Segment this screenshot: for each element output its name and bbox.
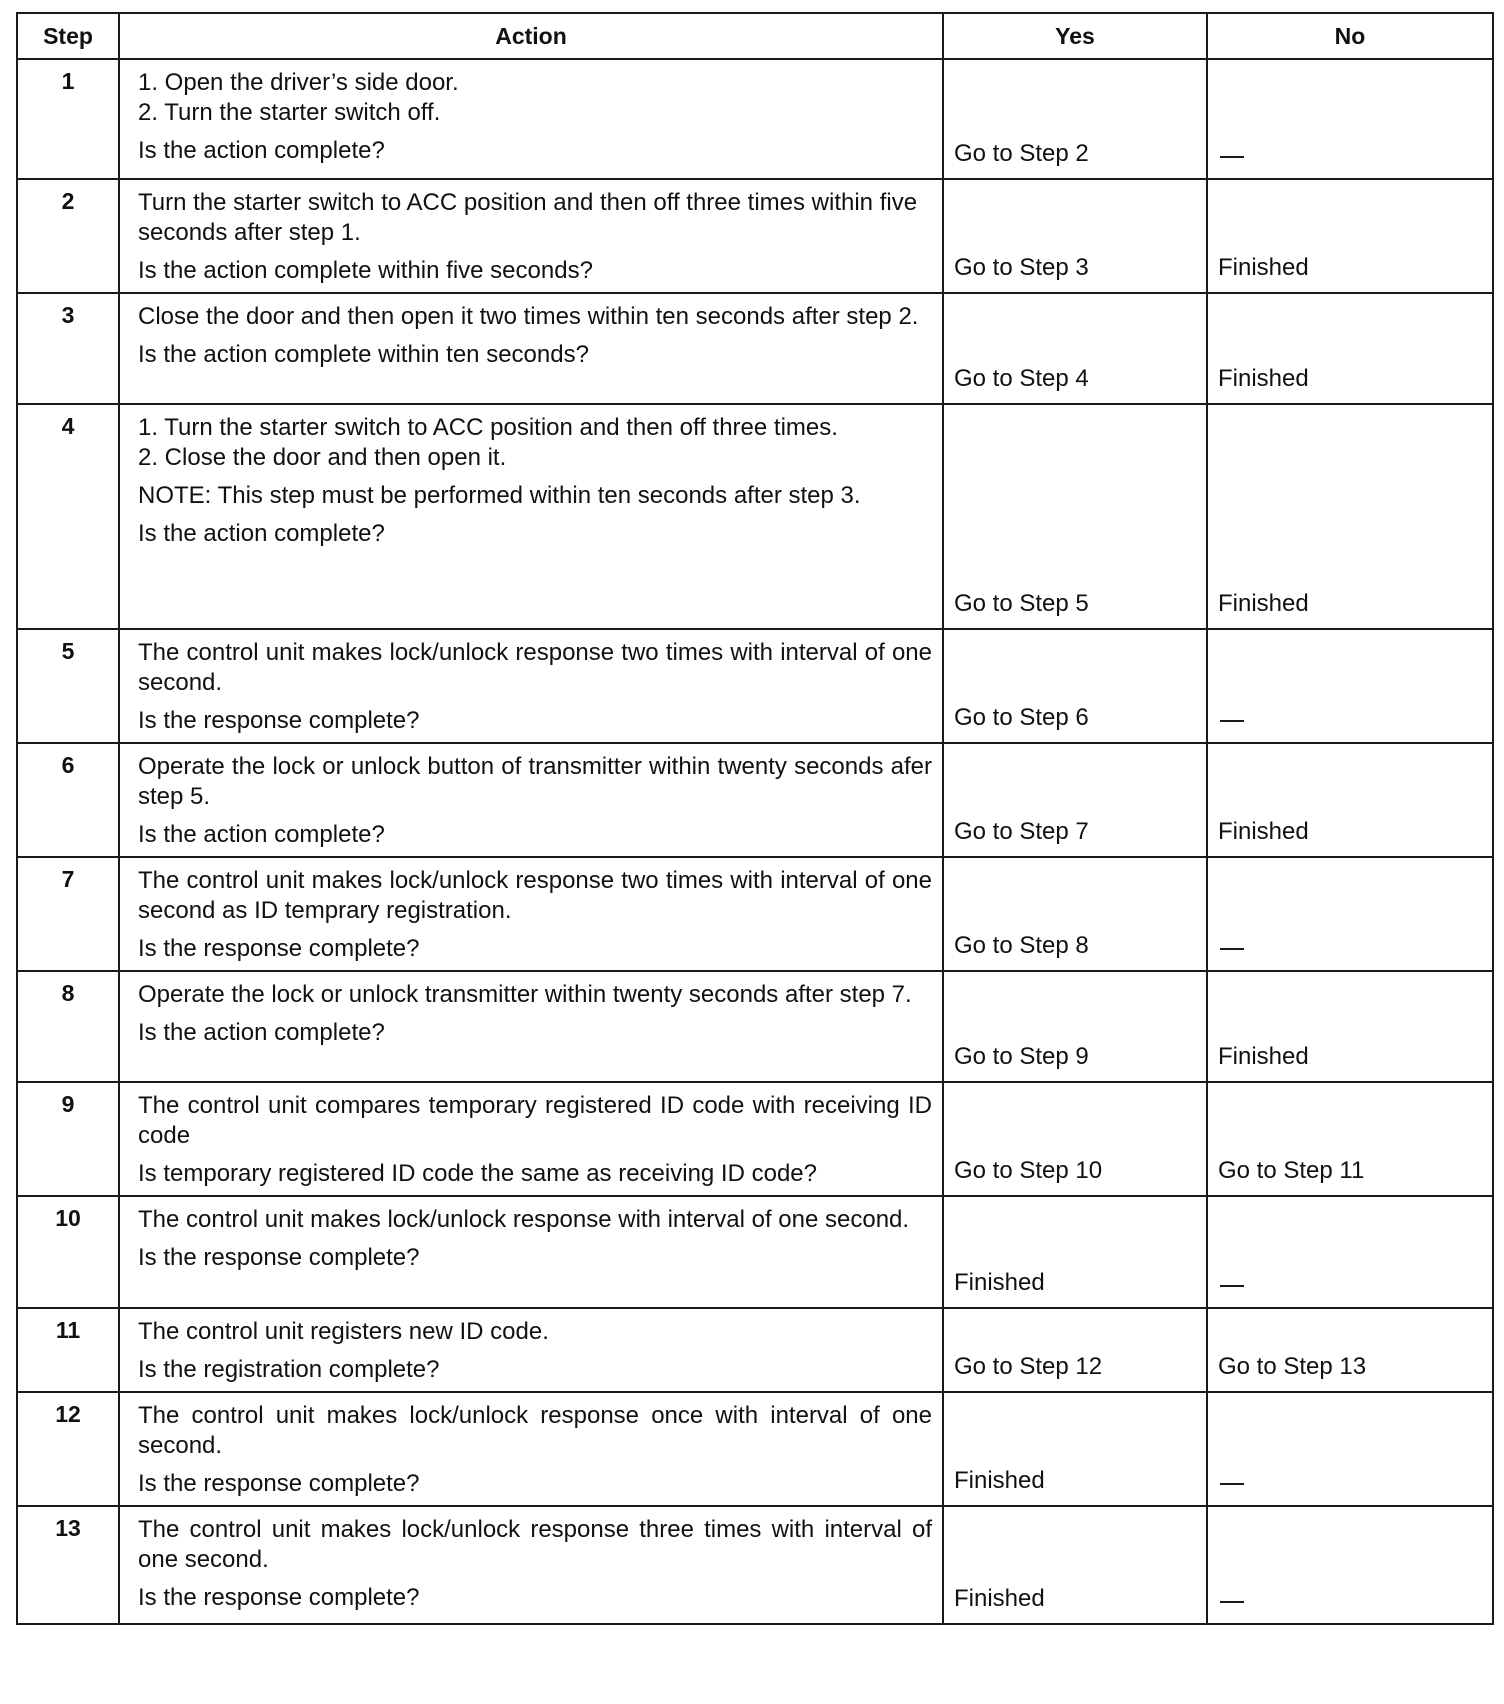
action-cell xyxy=(119,1392,943,1506)
action-line: Turn the starter switch to ACC position and then off three times within five seconds after step 1. xyxy=(138,189,918,246)
no-cell xyxy=(1207,1506,1493,1624)
step-number: 7 xyxy=(17,857,119,971)
step-number: 12 xyxy=(17,1392,119,1506)
action-line: The control unit makes lock/unlock response with interval of one second. xyxy=(138,1206,910,1233)
action-question: Is the response complete? xyxy=(138,935,420,962)
yes-cell xyxy=(943,1196,1207,1308)
step-number: 8 xyxy=(17,971,119,1082)
step-number: 13 xyxy=(17,1506,119,1624)
action-question: Is the response complete? xyxy=(138,1244,420,1271)
action-question: Is temporary registered ID code the same as receiving ID code? xyxy=(138,1160,817,1187)
yes-cell xyxy=(943,971,1207,1082)
action-line: The control unit registers new ID code. xyxy=(138,1318,549,1345)
yes-result: Go to Step 10 xyxy=(954,1157,1103,1184)
header-action: Action xyxy=(119,13,943,59)
step-number: 6 xyxy=(17,743,119,857)
no-result-dash xyxy=(1220,1285,1244,1287)
action-line: Operate the lock or unlock transmitter within twenty seconds after step 7. xyxy=(138,981,912,1008)
action-cell xyxy=(119,857,943,971)
action-cell xyxy=(119,743,943,857)
action-line: The control unit makes lock/unlock response once with interval of one second. xyxy=(138,1402,932,1459)
yes-result: Go to Step 7 xyxy=(954,818,1089,845)
no-cell xyxy=(1207,857,1493,971)
action-cell xyxy=(119,1196,943,1308)
yes-result: Go to Step 12 xyxy=(954,1353,1103,1380)
table-row xyxy=(17,857,1493,971)
no-cell xyxy=(1207,404,1493,629)
action-cell xyxy=(119,1308,943,1392)
action-cell xyxy=(119,293,943,404)
step-number: 3 xyxy=(17,293,119,404)
yes-result: Go to Step 2 xyxy=(954,140,1089,167)
yes-cell xyxy=(943,857,1207,971)
no-result-dash xyxy=(1220,1483,1244,1485)
step-number: 4 xyxy=(17,404,119,629)
header-yes: Yes xyxy=(943,13,1207,59)
yes-cell xyxy=(943,293,1207,404)
action-cell xyxy=(119,404,943,629)
no-cell xyxy=(1207,971,1493,1082)
no-cell xyxy=(1207,1308,1493,1392)
no-result-dash xyxy=(1220,156,1244,158)
table-header-row xyxy=(17,13,1493,59)
header-step: Step xyxy=(17,13,119,59)
action-question: Is the response complete? xyxy=(138,1584,420,1611)
action-line: The control unit compares temporary registered ID code with receiving ID code xyxy=(138,1092,932,1149)
table-row xyxy=(17,629,1493,743)
action-question: Is the action complete within five seconds? xyxy=(138,257,593,284)
action-line: Operate the lock or unlock button of transmitter within twenty seconds afer step 5. xyxy=(138,753,932,810)
action-line: The control unit makes lock/unlock response two times with interval of one second. xyxy=(138,639,932,696)
action-question: Is the action complete? xyxy=(138,821,385,848)
no-result: Finished xyxy=(1218,254,1309,281)
action-cell xyxy=(119,1506,943,1624)
action-line: 2. Turn the starter switch off. xyxy=(138,99,441,126)
action-cell xyxy=(119,971,943,1082)
no-result: Finished xyxy=(1218,365,1309,392)
action-cell xyxy=(119,179,943,293)
yes-result: Go to Step 9 xyxy=(954,1043,1089,1070)
yes-result: Go to Step 6 xyxy=(954,704,1089,731)
step-number: 5 xyxy=(17,629,119,743)
action-question: Is the action complete within ten seconds? xyxy=(138,341,589,368)
no-result-dash xyxy=(1220,1601,1244,1603)
action-line: 2. Close the door and then open it. xyxy=(138,444,507,471)
table-row xyxy=(17,179,1493,293)
step-number: 11 xyxy=(17,1308,119,1392)
no-cell xyxy=(1207,293,1493,404)
no-result: Finished xyxy=(1218,818,1309,845)
table-row xyxy=(17,1082,1493,1196)
table-row xyxy=(17,1308,1493,1392)
yes-cell xyxy=(943,743,1207,857)
yes-cell xyxy=(943,404,1207,629)
yes-result: Finished xyxy=(954,1585,1045,1612)
action-line: The control unit makes lock/unlock response two times with interval of one second as ID temprary registration. xyxy=(138,867,932,924)
troubleshooting-steps-table xyxy=(16,12,1494,1625)
no-cell xyxy=(1207,59,1493,179)
no-cell xyxy=(1207,1392,1493,1506)
no-result: Finished xyxy=(1218,1043,1309,1070)
yes-cell xyxy=(943,1506,1207,1624)
table-row xyxy=(17,971,1493,1082)
table-row xyxy=(17,1392,1493,1506)
action-line: 1. Open the driver’s side door. xyxy=(138,69,459,96)
yes-result: Go to Step 4 xyxy=(954,365,1089,392)
table-row xyxy=(17,743,1493,857)
no-result: Go to Step 13 xyxy=(1218,1353,1367,1380)
step-number: 9 xyxy=(17,1082,119,1196)
action-cell xyxy=(119,1082,943,1196)
action-question: Is the registration complete? xyxy=(138,1356,440,1383)
yes-result: Go to Step 3 xyxy=(954,254,1089,281)
no-result-dash xyxy=(1220,948,1244,950)
table-row xyxy=(17,1506,1493,1624)
step-number: 10 xyxy=(17,1196,119,1308)
step-number: 1 xyxy=(17,59,119,179)
action-question: Is the action complete? xyxy=(138,1019,385,1046)
no-cell xyxy=(1207,743,1493,857)
no-cell xyxy=(1207,1196,1493,1308)
no-result: Go to Step 11 xyxy=(1218,1157,1365,1184)
action-question: Is the response complete? xyxy=(138,1470,420,1497)
table-row xyxy=(17,293,1493,404)
yes-result: Finished xyxy=(954,1269,1045,1296)
yes-cell xyxy=(943,1392,1207,1506)
header-no: No xyxy=(1207,13,1493,59)
yes-cell xyxy=(943,59,1207,179)
action-line: Close the door and then open it two times within ten seconds after step 2. xyxy=(138,303,919,330)
yes-cell xyxy=(943,1082,1207,1196)
no-cell xyxy=(1207,1082,1493,1196)
action-question: Is the action complete? xyxy=(138,137,385,164)
action-question: Is the response complete? xyxy=(138,707,420,734)
action-line: The control unit makes lock/unlock response three times with interval of one second. xyxy=(138,1516,932,1573)
yes-cell xyxy=(943,179,1207,293)
action-line: NOTE: This step must be performed within ten seconds after step 3. xyxy=(138,482,861,509)
no-cell xyxy=(1207,629,1493,743)
yes-result: Go to Step 5 xyxy=(954,590,1089,617)
no-result: Finished xyxy=(1218,590,1309,617)
step-number: 2 xyxy=(17,179,119,293)
table-row xyxy=(17,404,1493,629)
yes-cell xyxy=(943,629,1207,743)
action-line: 1. Turn the starter switch to ACC position and then off three times. xyxy=(138,414,838,441)
action-cell xyxy=(119,629,943,743)
table-row xyxy=(17,1196,1493,1308)
no-result-dash xyxy=(1220,720,1244,722)
yes-result: Go to Step 8 xyxy=(954,932,1089,959)
yes-result: Finished xyxy=(954,1467,1045,1494)
action-question: Is the action complete? xyxy=(138,520,385,547)
no-cell xyxy=(1207,179,1493,293)
table-row xyxy=(17,59,1493,179)
yes-cell xyxy=(943,1308,1207,1392)
action-cell xyxy=(119,59,943,179)
